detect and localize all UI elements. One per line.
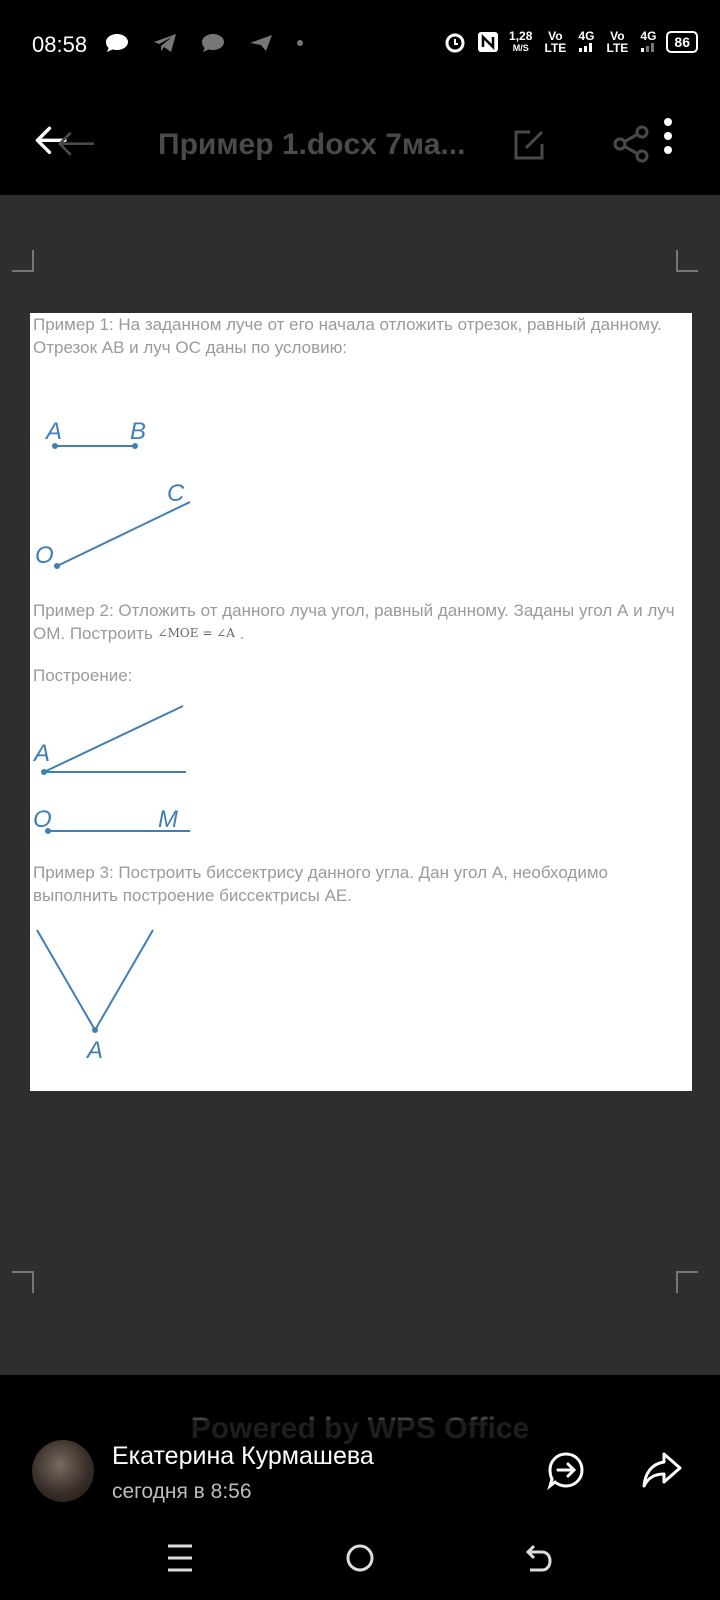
avatar[interactable]: [32, 1440, 94, 1502]
example-2-end: .: [239, 624, 245, 643]
paragraph-example-1: Пример 1: На заданном луче от его начала отложить отрезок, равный данному. Отрезок АВ и луч ОС даны по условию:: [33, 315, 662, 357]
page-corner-mark: [676, 250, 698, 272]
net-speed-value: 1,28: [509, 29, 533, 43]
figure-angle-construction: [30, 701, 230, 841]
label-a: A: [87, 1037, 104, 1064]
sim1-indicator: [542, 30, 568, 54]
label-b: B: [130, 418, 147, 445]
figure-segment-and-ray: [30, 413, 230, 573]
share-icon[interactable]: [612, 124, 652, 164]
label-o: O: [35, 542, 54, 569]
label-c: C: [167, 480, 185, 507]
sim1-net-label: 4G: [578, 29, 595, 43]
more-options-icon[interactable]: [660, 116, 676, 160]
send-icon: [248, 32, 274, 54]
sender-name: Екатерина Курмашева: [112, 1442, 374, 1470]
telegram-icon: [152, 32, 178, 54]
sim2-net-label: 4G: [640, 29, 657, 43]
status-time: 08:58: [32, 32, 88, 57]
home-icon[interactable]: [345, 1542, 375, 1574]
menu-icon[interactable]: [166, 1542, 194, 1574]
label-o: O: [33, 806, 52, 833]
sim2-indicator: [604, 30, 630, 54]
example-2-text: Пример 2: Отложить от данного луча угол, равный данному. Заданы угол А и луч ОМ. Построить: [33, 601, 675, 643]
document-title: Пример 1.docx 7ма...: [158, 128, 466, 161]
chat-bubble-icon: [104, 32, 130, 54]
figure-angle-bisector: [30, 925, 230, 1075]
document-page: [30, 313, 692, 1091]
angle-formula: ∠MOE = ∠A: [157, 626, 235, 640]
page-corner-mark: [676, 1271, 698, 1293]
signal-icon: [578, 42, 594, 52]
message-info-bar: [0, 1420, 720, 1520]
page-corner-mark: [12, 250, 34, 272]
message-time: сегодня в 8:56: [112, 1480, 252, 1503]
forward-icon[interactable]: [640, 1448, 684, 1492]
back-nav-icon[interactable]: [524, 1542, 554, 1574]
paragraph-construction: Построение:: [33, 666, 133, 685]
battery-indicator: 86: [666, 31, 698, 53]
notification-icons: [104, 32, 304, 54]
message-icon: [200, 32, 226, 54]
dot-icon: [296, 39, 304, 47]
sim1-label: Vo LTE: [544, 29, 567, 55]
back-arrow-icon[interactable]: [34, 118, 94, 166]
paragraph-example-3: Пример 3: Построить биссектрису данного угла. Дан угол А, необходимо выполнить построение биссектрисы АЕ.: [33, 863, 608, 905]
net-speed: [509, 30, 532, 54]
sim2-label: Vo LTE: [606, 29, 629, 55]
nfc-icon: [477, 31, 499, 53]
net-speed-unit: M/S: [512, 43, 529, 53]
edit-icon[interactable]: [512, 128, 546, 162]
sim2-network: [640, 30, 656, 54]
label-a: A: [34, 740, 51, 767]
page-corner-mark: [12, 1271, 34, 1293]
reply-icon[interactable]: [544, 1448, 588, 1492]
system-navigation-bar: [0, 1520, 720, 1600]
status-bar: [0, 0, 720, 90]
paragraph-example-2: [33, 599, 688, 645]
system-icons: [443, 30, 698, 54]
label-m: M: [158, 806, 178, 833]
signal-icon: [640, 42, 656, 52]
sim1-network: [578, 30, 594, 54]
alarm-icon: [443, 30, 467, 54]
app-toolbar: [0, 90, 720, 195]
label-a: A: [46, 418, 63, 445]
